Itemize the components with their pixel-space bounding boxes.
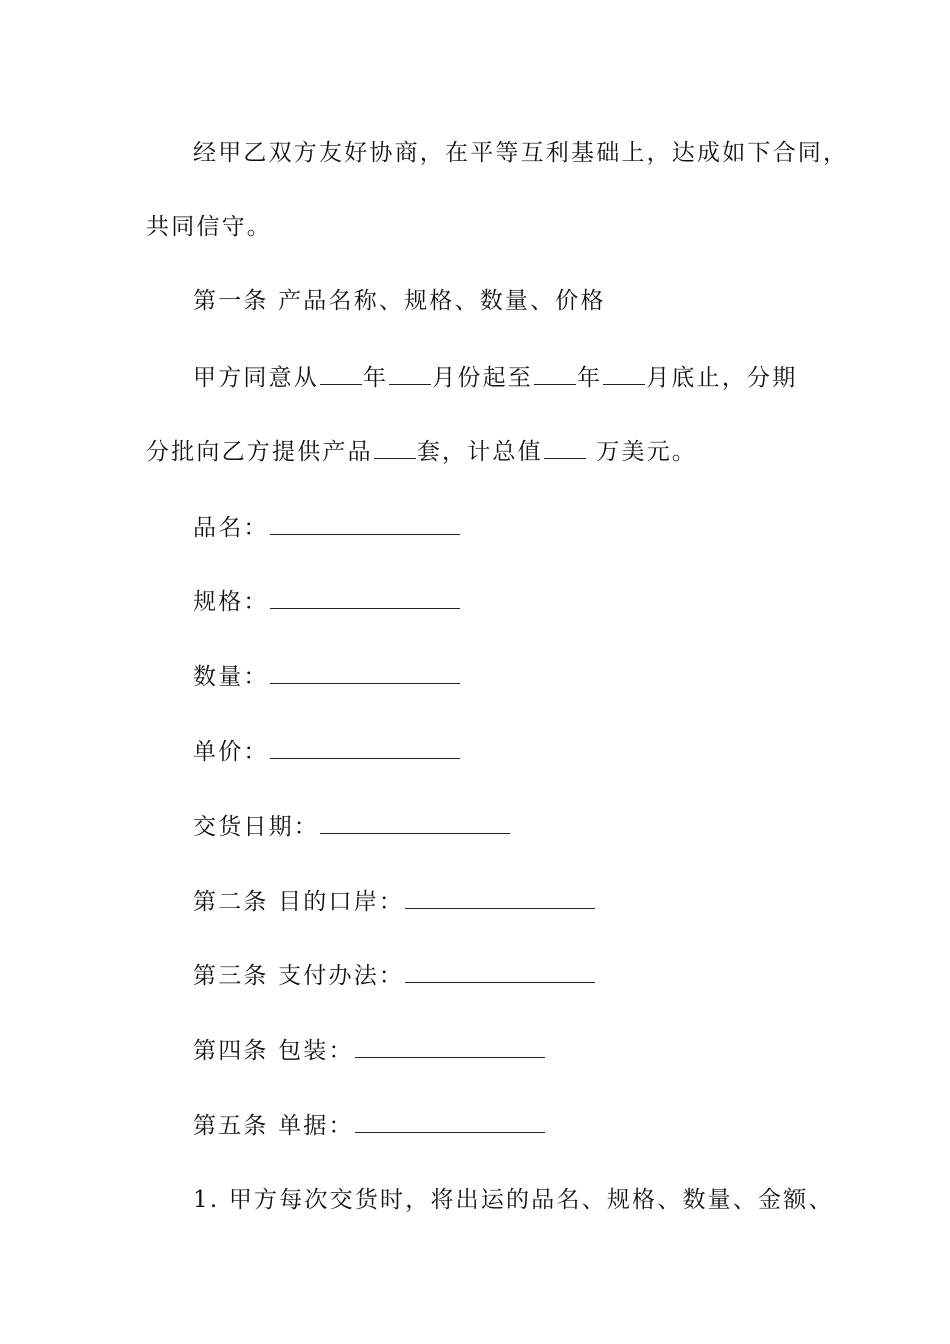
article-5-label: 第五条 单据： xyxy=(193,1113,354,1139)
unit-price-label: 单价： xyxy=(193,739,269,765)
end-month-blank[interactable] xyxy=(603,362,645,385)
delivery-date-label: 交货日期： xyxy=(193,814,319,840)
article-2-label: 第二条 目的口岸： xyxy=(193,889,405,915)
article-2-port xyxy=(193,886,596,917)
port-blank[interactable] xyxy=(405,886,595,909)
article-1-title: 第一条 产品名称、规格、数量、价格 xyxy=(193,288,606,314)
article-5-documents xyxy=(193,1110,546,1141)
supply-text-end: 月底止，分期 xyxy=(646,365,798,391)
delivery-date-field xyxy=(193,811,511,842)
unit-price-field xyxy=(193,736,461,767)
start-year-blank[interactable] xyxy=(320,362,362,385)
quantity-label: 数量： xyxy=(193,664,269,690)
spec-field xyxy=(193,586,461,617)
start-month-blank[interactable] xyxy=(389,362,431,385)
product-name-field xyxy=(193,512,461,543)
quantity-field xyxy=(193,661,461,692)
intro-paragraph-line-1: 经甲乙双方友好协商，在平等互利基础上，达成如下合同， xyxy=(193,140,849,166)
supply-text-usd: 万美元。 xyxy=(586,439,698,465)
documents-item-1: 1. 甲方每次交货时，将出运的品名、规格、数量、金额、 xyxy=(193,1187,834,1213)
supply-period-line xyxy=(193,362,797,393)
total-value-blank[interactable] xyxy=(544,436,586,459)
product-name-blank[interactable] xyxy=(270,512,460,535)
supply-text-year: 年 xyxy=(363,365,389,391)
documents-blank[interactable] xyxy=(355,1110,545,1133)
sets-blank[interactable] xyxy=(374,436,416,459)
supply-text-from: 甲方同意从 xyxy=(193,365,319,391)
intro-paragraph-line-2: 共同信守。 xyxy=(146,214,272,240)
delivery-date-blank[interactable] xyxy=(320,811,510,834)
supply-text-products: 分批向乙方提供产品 xyxy=(146,439,373,465)
unit-price-blank[interactable] xyxy=(270,736,460,759)
supply-text-total: 套，计总值 xyxy=(416,439,543,465)
payment-blank[interactable] xyxy=(405,960,595,983)
end-year-blank[interactable] xyxy=(534,362,576,385)
spec-blank[interactable] xyxy=(270,586,460,609)
spec-label: 规格： xyxy=(193,589,269,615)
supply-text-year-2: 年 xyxy=(577,365,603,391)
article-4-packing xyxy=(193,1035,546,1066)
product-name-label: 品名： xyxy=(193,515,269,541)
packing-blank[interactable] xyxy=(355,1035,545,1058)
article-3-label: 第三条 支付办法： xyxy=(193,963,405,989)
article-3-payment xyxy=(193,960,596,991)
supply-quantity-line xyxy=(146,436,697,467)
article-4-label: 第四条 包装： xyxy=(193,1038,354,1064)
quantity-blank[interactable] xyxy=(270,661,460,684)
supply-text-month-to: 月份起至 xyxy=(432,365,534,391)
